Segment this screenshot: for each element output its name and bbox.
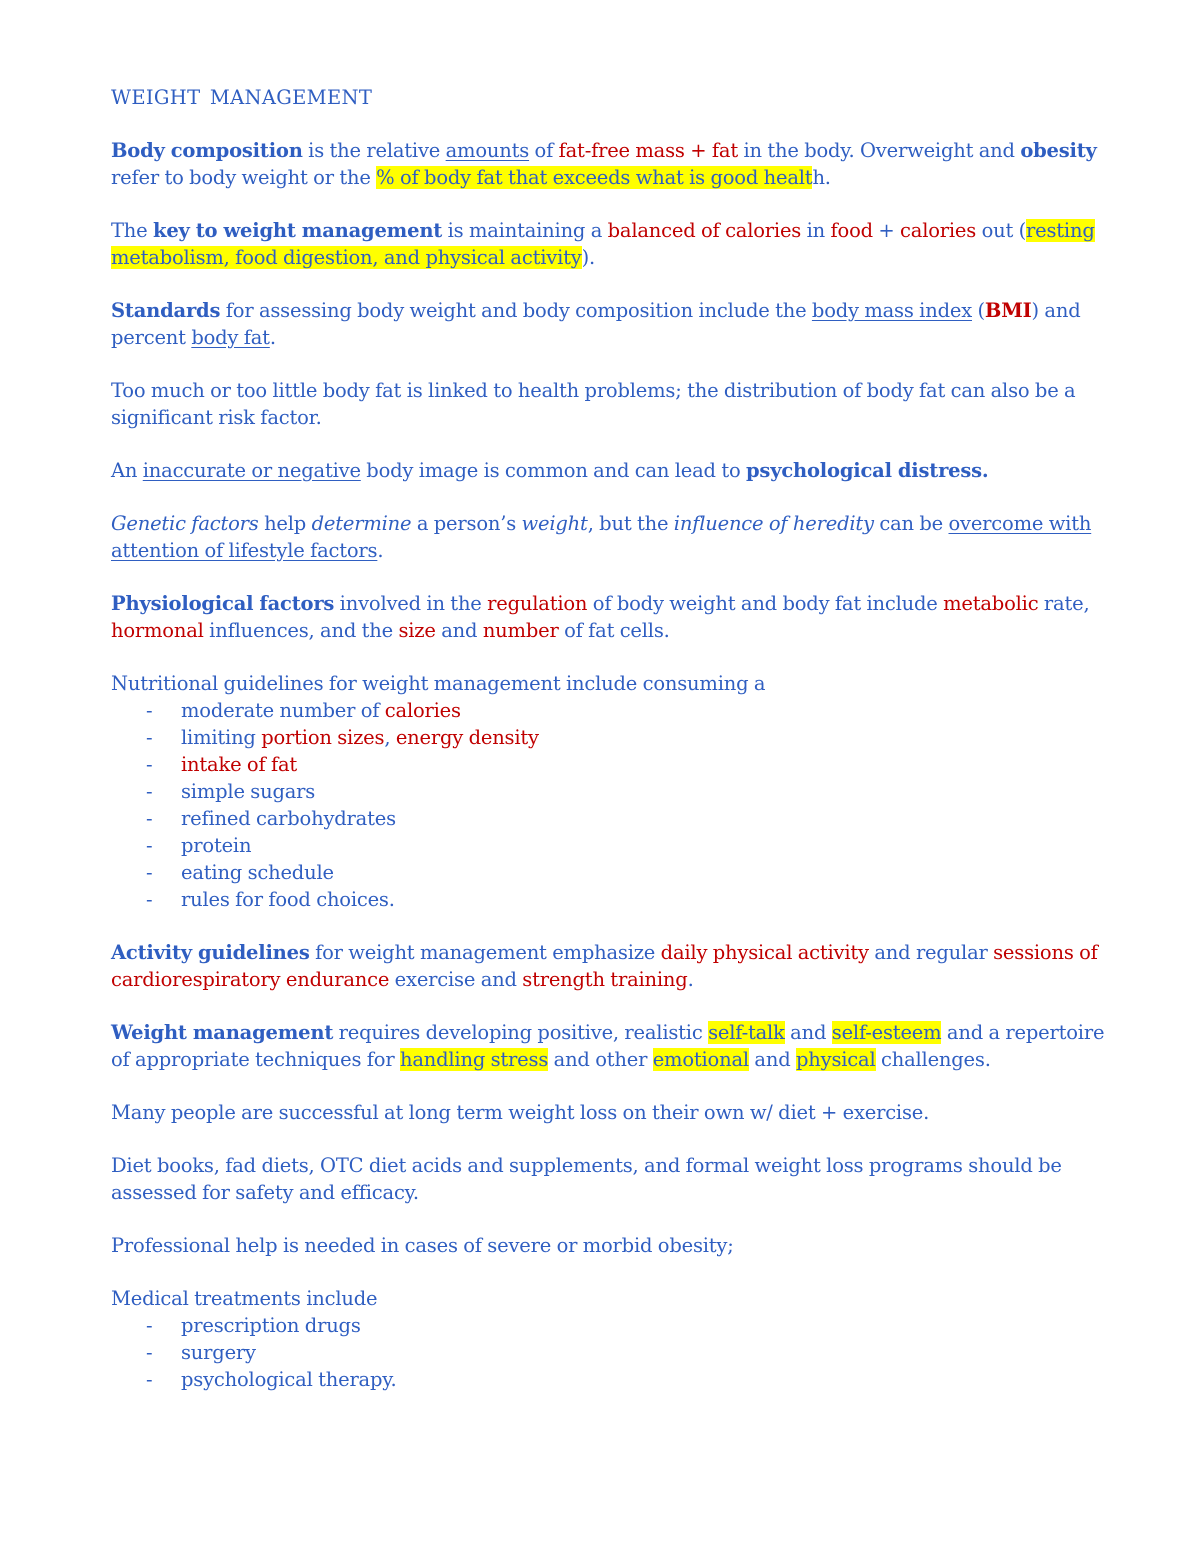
medical-list [111, 1312, 1111, 1393]
term-genetic-factors: Genetic factors [111, 512, 259, 535]
term-fat-free-mass: fat-free mass [558, 139, 685, 162]
list-item: - rules for food choices. [111, 886, 1111, 913]
term-inaccurate-negative: inaccurate or negative [142, 459, 361, 482]
term-body-composition: Body composition [111, 139, 303, 162]
highlight-physical: physical [796, 1048, 876, 1071]
list-item: - protein [111, 832, 1111, 859]
paragraph-physiological-factors: Physiological factors involved in the regulation of body weight and body fat include metabolic rate, hormonal influences, and the size and number of fat cells. [111, 592, 1090, 642]
list-item: - psychological therapy. [111, 1366, 1111, 1393]
paragraph-key-weight-management: The key to weight management is maintaining a balanced of calories in food + calories out (resting metabolism, food digestion, and physical activity). [111, 219, 1095, 269]
paragraph-activity-guidelines: Activity guidelines for weight management emphasize daily physical activity and regular sessions of cardiorespiratory endurance exercise and strength training. [111, 941, 1098, 991]
nutrition-list [111, 697, 1111, 913]
term-body-fat: body fat [191, 326, 270, 349]
paragraph-standards: Standards for assessing body weight and body composition include the body mass index (BMI) and percent body fat. [111, 299, 1081, 349]
term-physiological-factors: Physiological factors [111, 592, 335, 615]
document-page [111, 84, 1111, 1419]
term-influence-heredity: influence of heredity [673, 512, 874, 535]
paragraph-nutritional-guidelines: Nutritional guidelines for weight management include consuming a [111, 672, 766, 695]
list-item: - simple sugars [111, 778, 1111, 805]
list-item: - refined carbohydrates [111, 805, 1111, 832]
term-amounts: amounts [445, 139, 530, 162]
paragraph-diet-books: Diet books, fad diets, OTC diet acids and supplements, and formal weight loss programs should be assessed for safety and efficacy. [111, 1154, 1062, 1204]
highlight-handling-stress: handling stress [399, 1048, 549, 1071]
highlight-resting-metabolism: resting metabolism, food digestion, and physical activity [111, 219, 1095, 269]
term-overcome-lifestyle: overcome with attention of lifestyle factors [111, 512, 1092, 562]
term-key-weight-management: key to weight management [153, 219, 443, 242]
paragraph-body-image: An inaccurate or negative body image is common and can lead to psychological distress. [111, 459, 989, 482]
term-bmi: BMI [984, 299, 1032, 322]
list-item: - prescription drugs [111, 1312, 1111, 1339]
term-standards: Standards [111, 299, 221, 322]
paragraph-body-composition: Body composition is the relative amounts of fat-free mass + fat in the body. Overweight and obesity refer to body weight or the % of body fat that exceeds what is good health. [111, 139, 1097, 189]
list-item: - limiting portion sizes, energy density [111, 724, 1111, 751]
term-obesity: obesity [1020, 139, 1097, 162]
paragraph-professional-help: Professional help is needed in cases of severe or morbid obesity; [111, 1234, 734, 1257]
list-item: - eating schedule [111, 859, 1111, 886]
paragraph-successful-loss: Many people are successful at long term weight loss on their own w/ diet + exercise. [111, 1101, 930, 1124]
term-fat: fat [711, 139, 738, 162]
highlight-self-esteem: self-esteem [831, 1021, 942, 1044]
term-psychological-distress: psychological distress. [746, 459, 989, 482]
list-item: - intake of fat [111, 751, 1111, 778]
highlight-self-talk: self-talk [708, 1021, 785, 1044]
term-balanced-calories: balanced of calories [607, 219, 802, 242]
highlight-body-fat: % of body fat that exceeds what is good healt [376, 166, 813, 189]
list-item: - surgery [111, 1339, 1111, 1366]
highlight-emotional: emotional [652, 1048, 749, 1071]
term-activity-guidelines: Activity guidelines [111, 941, 310, 964]
term-body-mass-index: body mass index [811, 299, 972, 322]
paragraph-body-fat-risk: Too much or too little body fat is linked to health problems; the distribution of body fat can also be a significant risk factor. [111, 379, 1076, 429]
paragraph-genetic-factors: Genetic factors help determine a person’s weight, but the influence of heredity can be overcome with attention of lifestyle factors. [111, 512, 1092, 562]
paragraph-medical-treatments: Medical treatments include [111, 1287, 378, 1310]
list-item: - moderate number of calories [111, 697, 1111, 724]
term-weight-management: Weight management [111, 1021, 334, 1044]
paragraph-weight-management: Weight management requires developing positive, realistic self-talk and self-esteem and a repertoire of appropriate techniques for handling stress and other emotional and physical challenges. [111, 1021, 1105, 1071]
page-title: WEIGHT MANAGEMENT [111, 86, 373, 109]
